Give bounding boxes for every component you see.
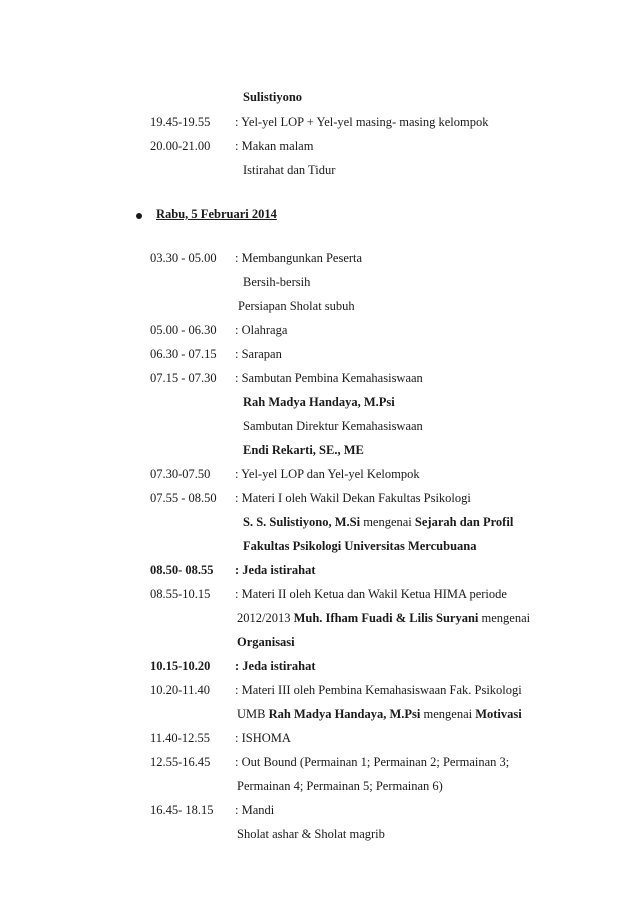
activity: : Yel-yel LOP dan Yel-yel Kelompok [235,467,420,481]
activity-cont [237,706,522,722]
time: 03.30 - 05.00 [150,251,217,265]
activity: : Jeda istirahat [235,563,316,577]
activity: : Materi II oleh Ketua dan Wakil Ketua HIMA periode [235,587,507,601]
activity-cont: Sambutan Direktur Kemahasiswaan [243,419,423,433]
time: 08.50- 08.55 [150,563,214,577]
activity-cont: Permainan 4; Permainan 5; Permainan 6) [237,779,443,793]
time-1945: 19.45-19.55 [150,115,211,129]
activity-cont: Sholat ashar & Sholat magrib [237,827,385,841]
text-period: 2012/2013 [237,611,294,625]
activity: : Mandi [235,803,275,817]
speaker-name: Endi Rekarti, SE., ME [243,443,364,457]
activity: : Sambutan Pembina Kemahasiswaan [235,371,423,385]
topic: Organisasi [237,635,295,649]
time-2000: 20.00-21.00 [150,139,211,153]
activity: : Materi I oleh Wakil Dekan Fakultas Psikologi [235,491,471,505]
time: 07.55 - 08.50 [150,491,217,505]
text-umb: UMB [237,707,269,721]
time: 10.15-10.20 [150,659,211,673]
speaker-name: Muh. Ifham Fuadi & Lilis Suryani [293,611,479,625]
activity-cont [243,514,513,530]
activity: : Olahraga [235,323,288,337]
activity-makan-malam: : Makan malam [235,139,314,153]
activity: : Materi III oleh Pembina Kemahasiswaan Fak. Psikologi [235,683,522,697]
time: 11.40-12.55 [150,731,210,745]
day-title: Rabu, 5 Februari 2014 [156,207,277,221]
bullet-icon [136,213,142,219]
topic-cont: Fakultas Psikologi Universitas Mercubuana [243,539,477,553]
time: 12.55-16.45 [150,755,211,769]
time: 07.15 - 07.30 [150,371,217,385]
time: 07.30-07.50 [150,467,211,481]
time: 16.45- 18.15 [150,803,214,817]
activity-istirahat: Istirahat dan Tidur [243,163,336,177]
time: 08.55-10.15 [150,587,211,601]
activity-cont: Persiapan Sholat subuh [238,299,355,313]
topic: Sejarah dan Profil [414,515,514,529]
activity: : Sarapan [235,347,282,361]
activity: : Out Bound (Permainan 1; Permainan 2; Permainan 3; [235,755,510,769]
speaker-name: Rah Madya Handaya, M.Psi [268,707,421,721]
speaker-name: S. S. Sulistiyono, M.Si [243,515,361,529]
activity-yelyel: : Yel-yel LOP + Yel-yel masing- masing kelompok [235,115,489,129]
activity: : Jeda istirahat [235,659,316,673]
text-mengenai: mengenai [360,515,415,529]
time: 10.20-11.40 [150,683,210,697]
time: 06.30 - 07.15 [150,347,217,361]
text-mengenai: mengenai [420,707,476,721]
speaker-name-top: Sulistiyono [243,90,303,104]
activity: : Membangunkan Peserta [235,251,363,265]
time: 05.00 - 06.30 [150,323,217,337]
activity-cont [237,610,530,626]
text-mengenai: mengenai [478,611,531,625]
topic: Motivasi [475,707,522,721]
speaker-name: Rah Madya Handaya, M.Psi [243,395,395,409]
activity-cont: Bersih-bersih [243,275,311,289]
activity: : ISHOMA [235,731,291,745]
